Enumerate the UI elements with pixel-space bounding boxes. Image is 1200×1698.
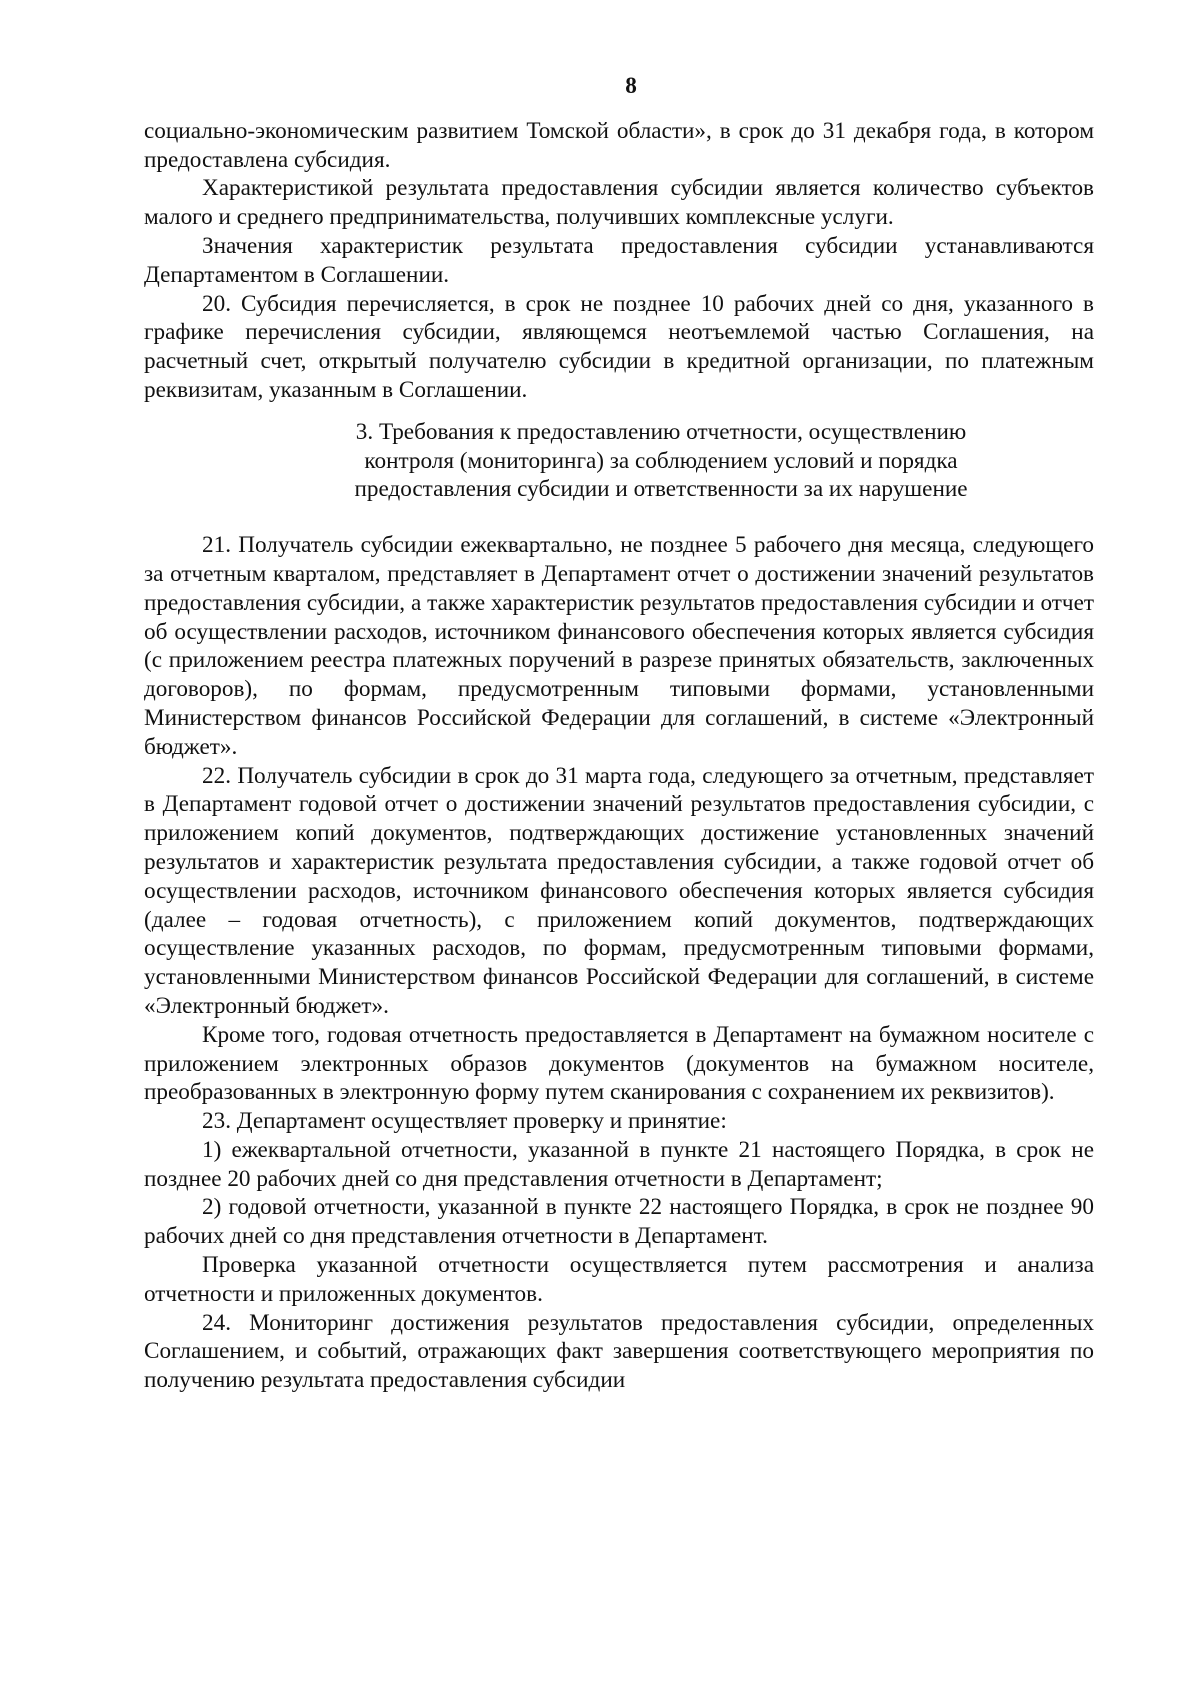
- paragraph-continuation: социально-экономическим развитием Томской области», в срок до 31 декабря года, в котором предоставлена субсидия.: [144, 117, 1094, 173]
- page-number: 8: [625, 73, 637, 99]
- paragraph-result-characteristic: Характеристикой результата предоставления субсидии является количество субъектов малого и среднего предпринимательства, получивших комплексные услуги.: [144, 175, 1094, 231]
- paragraph-item-20: 20. Субсидия перечисляется, в срок не позднее 10 рабочих дней со дня, указанного в графике перечисления субсидии, являющемся неотъемлемой частью Соглашения, на расчетный счет, открытый получателю субсидии в кредитной организации, по платежным реквизитам, указанным в Соглашении.: [144, 290, 1094, 403]
- paragraph-item-21: 21. Получатель субсидии ежеквартально, не позднее 5 рабочего дня месяца, следующего за отчетным кварталом, представляет в Департамент отчет о достижении значений результатов предоставления субсидии, а также характеристик результатов предоставления субсидии и отчет об осуществлении расходов, источником финансового обеспечения которых является субсидия (с приложением реестра платежных поручений в разрезе принятых обязательств, заключенных договоров), по формам, предусмотренным типовыми формами, установленными Министерством финансов Российской Федерации для соглашений, в системе «Электронный бюджет».: [144, 532, 1094, 760]
- text-block-before: [144, 117, 1094, 405]
- paragraph-item-23-sub-2: 2) годовой отчетности, указанной в пункте 22 настоящего Порядка, в срок не позднее 90 рабочих дней со дня представления отчетности в Департамент.: [144, 1194, 1094, 1250]
- paragraph-item-23-sub-1: 1) ежеквартальной отчетности, указанной в пункте 21 настоящего Порядка, в срок не позднее 20 рабочих дней со дня представления отчетности в Департамент;: [144, 1136, 1094, 1192]
- section-heading-line: 3. Требования к предоставлению отчетности, осуществлению: [355, 418, 967, 445]
- paragraph-verification: Проверка указанной отчетности осуществляется путем рассмотрения и анализа отчетности и приложенных документов.: [144, 1252, 1094, 1307]
- paragraph-characteristic-values: Значения характеристик результата предоставления субсидии устанавливаются Департаментом в Соглашении.: [144, 232, 1094, 288]
- text-block-after: [144, 531, 1094, 1395]
- paragraph-item-24: 24. Мониторинг достижения результатов предоставления субсидии, определенных Соглашением, и событий, отражающих факт завершения соответствующего мероприятия по получению результата предоставления субсидии: [144, 1309, 1094, 1394]
- section-heading: [144, 418, 1094, 504]
- section-heading-line: предоставления субсидии и ответственности за их нарушение: [354, 476, 968, 503]
- paragraph-item-22: 22. Получатель субсидии в срок до 31 марта года, следующего за отчетным, представляет в Департамент годовой отчет о достижении значений результатов предоставления субсидии, с приложением копий документов, подтверждающих достижение установленных значений результатов и характеристик результата предоставления субсидии, а также годовой отчет об осуществлении расходов, источником финансового обеспечения которых является субсидия (далее – годовая отчетность), с приложением копий документов, подтверждающих осуществление указанных расходов, по формам, предусмотренным типовыми формами, установленными Министерством финансов Российской Федерации для соглашений, в системе «Электронный бюджет».: [144, 762, 1094, 1019]
- paragraph-item-23: 23. Департамент осуществляет проверку и принятие:: [202, 1108, 727, 1135]
- section-heading-line: контроля (мониторинга) за соблюдением условий и порядка: [364, 447, 958, 474]
- paragraph-paper-reporting: Кроме того, годовая отчетность предоставляется в Департамент на бумажном носителе с приложением электронных образов документов (документов на бумажном носителе, преобразованных в электронную форму путем сканирования с сохранением их реквизитов).: [144, 1021, 1094, 1106]
